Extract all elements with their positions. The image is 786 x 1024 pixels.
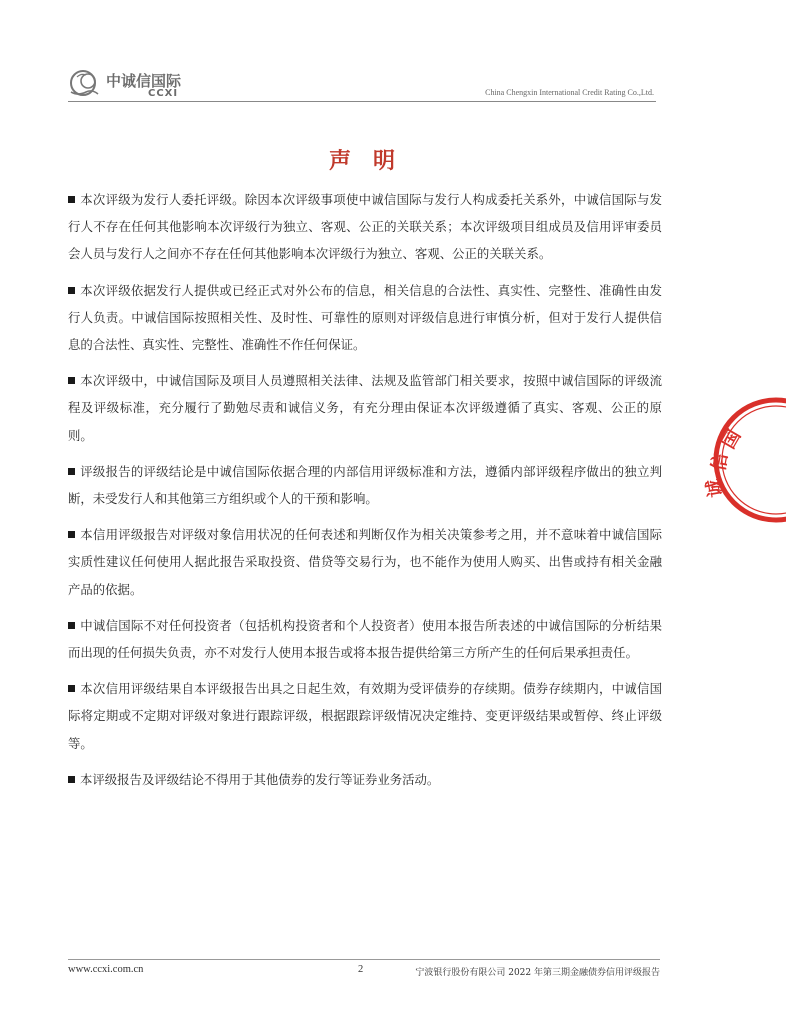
footer-report-name: 宁波银行股份有限公司 2022 年第三期金融债券信用评级报告 <box>415 968 660 978</box>
declaration-text: 本评级报告及评级结论不得用于其他债券的发行等证券业务活动。 <box>80 771 440 787</box>
svg-text:国: 国 <box>718 426 746 453</box>
declaration-paragraph <box>68 766 662 793</box>
footer-divider <box>68 959 660 960</box>
page-header <box>68 66 656 106</box>
declaration-text: 中诚信国际不对任何投资者（包括机构投资者和个人投资者）使用本报告所表述的中诚信国际的分析结果而出现的任何损失负责，亦不对发行人使用本报告或将本报告提供给第三方所产生的任何后果承担责任。 <box>68 617 662 661</box>
company-seal-stamp <box>703 390 786 530</box>
svg-text:信: 信 <box>708 451 733 473</box>
page-title: 声明 <box>328 149 417 174</box>
declaration-text: 本次评级依据发行人提供或已经正式对外公布的信息，相关信息的合法性、真实性、完整性、准确性由发行人负责。中诚信国际按照相关性、及时性、可靠性的原则对评级信息进行审慎分析，但对于发行人提供信息的合法性、真实性、完整性、准确性不作任何保证。 <box>68 282 662 353</box>
declaration-text: 本次评级为发行人委托评级。除因本次评级事项使中诚信国际与发行人构成委托关系外，中诚信国际与发行人不存在任何其他影响本次评级行为独立、客观、公正的关联关系；本次评级项目组成员及信用评审委员会人员与发行人之间亦不存在任何其他影响本次评级行为独立、客观、公正的关联关系。 <box>68 192 662 262</box>
declaration-text: 本信用评级报告对评级对象信用状况的任何表述和判断仅作为相关决策参考之用，并不意味着中诚信国际实质性建议任何使用人据此报告采取投资、借贷等交易行为，也不能作为使用人购买、出售或持有相关金融产品的依据。 <box>68 527 662 597</box>
header-divider <box>68 101 656 102</box>
bullet-square-icon <box>68 287 75 294</box>
declaration-paragraph <box>68 186 662 268</box>
bullet-square-icon <box>68 776 75 783</box>
footer-website-link[interactable]: www.ccxi.com.cn <box>68 964 144 975</box>
bullet-square-icon <box>68 531 75 538</box>
page-footer <box>68 954 660 984</box>
bullet-square-icon <box>68 468 75 475</box>
bullet-square-icon <box>68 685 75 692</box>
page-number: 2 <box>358 964 364 975</box>
declaration-paragraph <box>68 675 662 757</box>
ccxi-logo <box>68 66 188 102</box>
bullet-square-icon <box>68 196 75 203</box>
declaration-text: 评级报告的评级结论是中诚信国际依据合理的内部信用评级标准和方法，遵循内部评级程序做出的独立判断，未受发行人和其他第三方组织或个人的干预和影响。 <box>68 463 662 507</box>
declaration-paragraph <box>68 277 662 359</box>
declaration-paragraph <box>68 521 662 603</box>
declaration-text: 本次评级中，中诚信国际及项目人员遵照相关法律、法规及监管部门相关要求，按照中诚信国际的评级流程及评级标准，充分履行了勤勉尽责和诚信义务，有充分理由保证本次评级遵循了真实、客观、公正的原则。 <box>68 373 662 443</box>
bullet-square-icon <box>68 622 75 629</box>
logo-chinese-name: 中诚信国际 <box>106 72 182 90</box>
svg-text:诚: 诚 <box>703 477 727 499</box>
bullet-square-icon <box>68 377 75 384</box>
declaration-text: 本次信用评级结果自本评级报告出具之日起生效，有效期为受评债券的存续期。债券存续期内，中诚信国际将定期或不定期对评级对象进行跟踪评级，根据跟踪评级情况决定维持、变更评级结果或暂停、终止评级等。 <box>68 681 662 751</box>
declaration-paragraph <box>68 612 662 666</box>
company-english-name: China Chengxin International Credit Rating Co.,Ltd. <box>485 88 654 97</box>
logo-english-name: CCXI <box>148 88 179 99</box>
declaration-paragraph <box>68 458 662 512</box>
ccxi-logo-icon <box>68 68 102 98</box>
declaration-paragraph <box>68 367 662 449</box>
declaration-body <box>68 186 662 802</box>
